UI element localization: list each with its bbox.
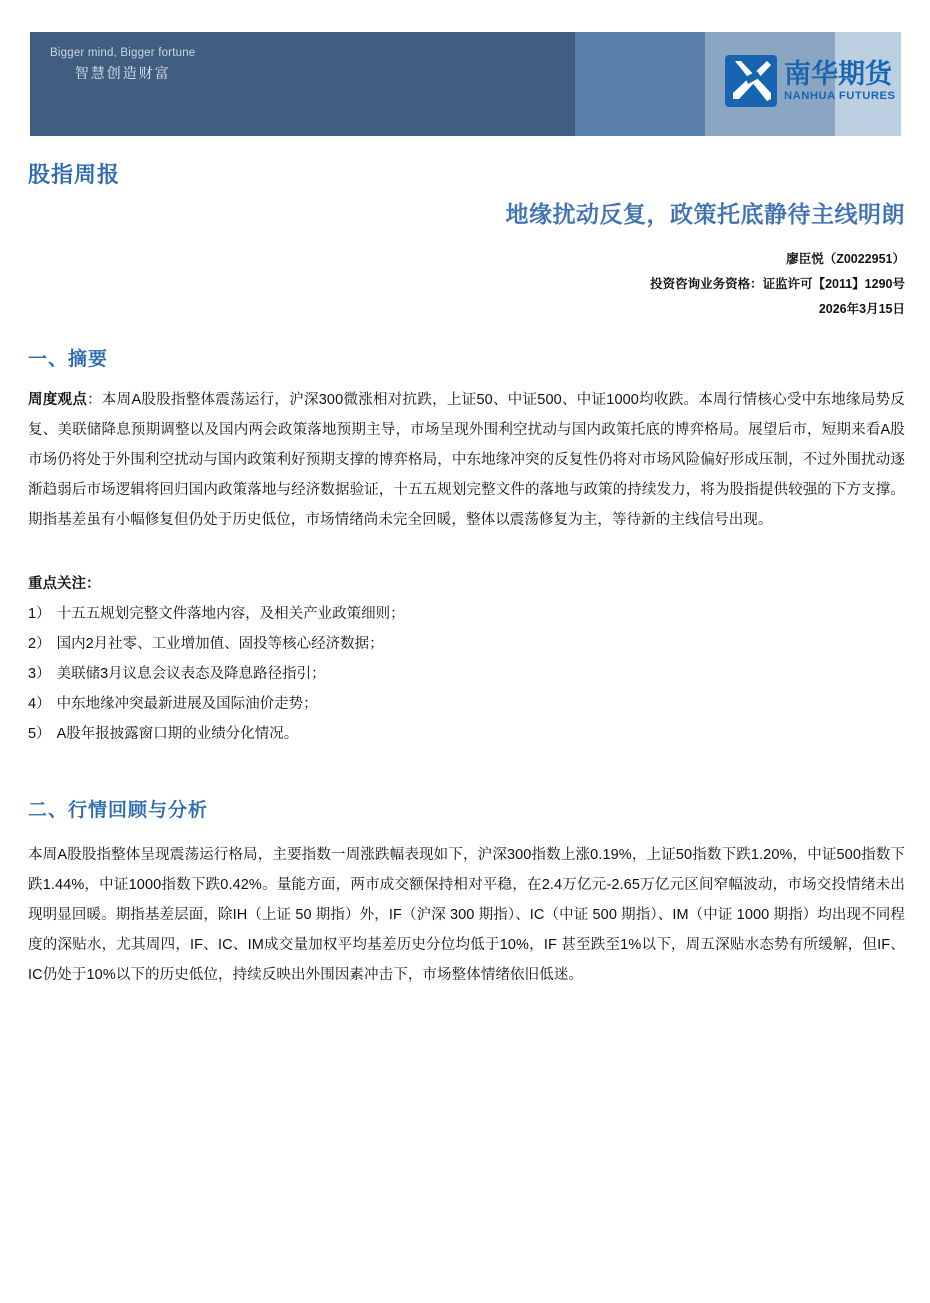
logo-wordmark: [784, 58, 896, 102]
document-type-label: 股指周报: [28, 162, 121, 187]
banner-band-2: [575, 32, 705, 136]
list-item-text: 中东地缘冲突最新进展及国际油价走势；: [56, 696, 318, 712]
weekly-view-body: ：本周A股股指整体震荡运行，沪深300微涨相对抗跌，上证50、中证500、中证1000均收跌。本周行情核心受中东地缘局势反复、美联储降息预期调整以及国内两会政策落地预期主导，市场呈现外围利空扰动与国内政策托底的博弈格局。展望后市，短期来看A股市场仍将处于外围利空扰动与国内政策利好预期支撑的博弈格局，中东地缘冲突的反复性仍将对市场风险偏好形成压制，不过外围扰动逐渐趋弱后市场逻辑将回归国内政策落地与经济数据验证，十五五规划完整文件的落地与政策的持续发力，将为股指提供较强的下方支撑。期指基差虽有小幅修复但仍处于历史低位，市场情绪尚未完全回暖，整体以震荡修复为主，等待新的主线信号出现。: [28, 392, 905, 528]
author-line: 廖臣悦（Z0022951）: [786, 252, 905, 266]
list-item-number: 2）: [28, 636, 51, 652]
focus-list: [28, 599, 905, 749]
review-paragraph: 本周A股股指整体呈现震荡运行格局，主要指数一周涨跌幅表现如下，沪深300指数上涨0.19%，上证50指数下跌1.20%，中证500指数下跌1.44%，中证1000指数下跌0.42%。量能方面，两市成交额保持相对平稳，在2.4万亿元-2.65万亿元区间窄幅波动，市场交投情绪未出现明显回暖。期指基差层面，除IH（上证 50 期指）外，IF（沪深 300 期指）、IC（中证 500 期指）、IM（中证 1000 期指）均出现不同程度的深贴水，尤其周四，IF、IC、IM成交量加权平均基差历史分位均低于10%，IF 甚至跌至1%以下，周五深贴水态势有所缓解，但IF、IC仍处于10%以下的历史低位，持续反映出外围因素冲击下，市场整体情绪依旧低迷。: [28, 847, 905, 983]
list-item-number: 1）: [28, 606, 51, 622]
section-heading-summary: 一、摘要: [28, 349, 109, 370]
focus-label: 重点关注: [28, 576, 86, 592]
list-item-text: 国内2月社零、工业增加值、固投等核心经济数据；: [56, 636, 384, 652]
list-item: [28, 689, 905, 719]
nanhua-logo-icon: [725, 55, 777, 107]
list-item-text: A股年报披露窗口期的业绩分化情况。: [56, 726, 299, 742]
list-item-text: 美联储3月议息会议表态及降息路径指引；: [56, 666, 326, 682]
focus-heading: [28, 569, 905, 599]
logo-name-chinese: 南华期货: [784, 58, 892, 90]
list-item: [28, 599, 905, 629]
spacer: [28, 535, 905, 569]
weekly-view-label: 周度观点: [28, 392, 88, 408]
company-logo: [725, 55, 896, 107]
list-item: [28, 629, 905, 659]
list-item: [28, 719, 905, 749]
list-item-number: 4）: [28, 696, 51, 712]
summary-paragraph: [28, 385, 905, 535]
logo-name-english: NANHUA FUTURES: [784, 89, 896, 102]
publish-date: 2026年3月15日: [818, 302, 905, 316]
page-title: 地缘扰动反复，政策托底静待主线明朗: [505, 201, 905, 227]
qualification-line: 投资咨询业务资格：证监许可【2011】1290号: [650, 277, 905, 291]
list-item: [28, 659, 905, 689]
list-item-number: 5）: [28, 726, 51, 742]
tagline-chinese: 智慧创造财富: [74, 64, 171, 81]
brand-tagline: [50, 46, 195, 82]
document-body: [28, 344, 905, 990]
list-item-text: 十五五规划完整文件落地内容，及相关产业政策细则；: [56, 606, 405, 622]
list-item-number: 3）: [28, 666, 51, 682]
focus-colon: ：: [86, 576, 101, 592]
tagline-english: Bigger mind, Bigger fortune: [50, 47, 196, 59]
document-meta: [650, 247, 905, 322]
section-heading-review: 二、行情回顾与分析: [28, 800, 209, 821]
